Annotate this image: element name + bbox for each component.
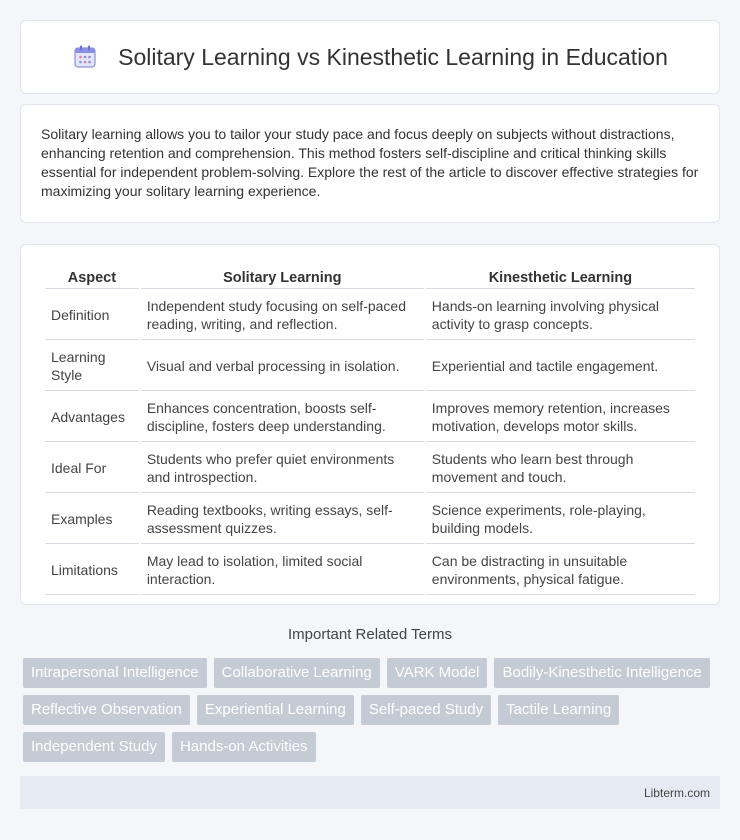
table-row	[45, 546, 695, 595]
row-aspect: Definition	[45, 291, 139, 340]
tag-hands-on-activities[interactable]: Hands-on Activities	[172, 732, 316, 762]
row-aspect: Advantages	[45, 393, 139, 442]
table-row	[45, 444, 695, 493]
row-solitary: May lead to isolation, limited social interaction.	[141, 546, 424, 595]
title-card	[20, 20, 720, 94]
row-aspect: Learning Style	[45, 342, 139, 391]
comparison-table	[43, 265, 697, 597]
row-solitary: Independent study focusing on self-paced reading, writing, and reflection.	[141, 291, 424, 340]
tag-vark-model[interactable]: VARK Model	[387, 658, 488, 688]
footer	[20, 776, 720, 809]
row-solitary: Enhances concentration, boosts self-discipline, fosters deep understanding.	[141, 393, 424, 442]
row-aspect: Ideal For	[45, 444, 139, 493]
row-aspect: Limitations	[45, 546, 139, 595]
table-row	[45, 495, 695, 544]
tag-bodily-kinesthetic-intelligence[interactable]: Bodily-Kinesthetic Intelligence	[494, 658, 709, 688]
table-row	[45, 393, 695, 442]
table-header-row	[45, 267, 695, 289]
tag-reflective-observation[interactable]: Reflective Observation	[23, 695, 190, 725]
tag-collaborative-learning[interactable]: Collaborative Learning	[214, 658, 380, 688]
footer-site-link[interactable]: Libterm.com	[643, 785, 710, 800]
table-row	[45, 342, 695, 391]
tag-intrapersonal-intelligence[interactable]: Intrapersonal Intelligence	[23, 658, 207, 688]
header-kinesthetic: Kinesthetic Learning	[426, 267, 695, 289]
tag-self-paced-study[interactable]: Self-paced Study	[361, 695, 491, 725]
table-row	[45, 291, 695, 340]
row-aspect: Examples	[45, 495, 139, 544]
calendar-grid-icon	[72, 44, 98, 70]
row-solitary: Reading textbooks, writing essays, self-assessment quizzes.	[141, 495, 424, 544]
header-solitary: Solitary Learning	[141, 267, 424, 289]
row-kinesthetic: Experiential and tactile engagement.	[426, 342, 695, 391]
related-tags	[23, 658, 723, 769]
row-kinesthetic: Students who learn best through movement and touch.	[426, 444, 695, 493]
header-aspect: Aspect	[45, 267, 139, 289]
tag-independent-study[interactable]: Independent Study	[23, 732, 165, 762]
row-kinesthetic: Can be distracting in unsuitable environments, physical fatigue.	[426, 546, 695, 595]
row-kinesthetic: Improves memory retention, increases motivation, develops motor skills.	[426, 393, 695, 442]
related-terms-title: Important Related Terms	[288, 626, 452, 643]
tag-tactile-learning[interactable]: Tactile Learning	[498, 695, 619, 725]
row-kinesthetic: Hands-on learning involving physical activity to grasp concepts.	[426, 291, 695, 340]
row-solitary: Students who prefer quiet environments and introspection.	[141, 444, 424, 493]
tag-experiential-learning[interactable]: Experiential Learning	[197, 695, 354, 725]
comparison-card	[20, 244, 720, 605]
intro-text: Solitary learning allows you to tailor your study pace and focus deeply on subjects without distractions, enhancing retention and comprehension. This method fosters self-discipline and critical thinking skills essential for independent problem-solving. Explore the rest of the article to discover effective strategies for maximizing your solitary learning experience.	[41, 126, 699, 199]
intro-card	[20, 104, 720, 223]
page-title: Solitary Learning vs Kinesthetic Learning in Education	[118, 43, 668, 70]
row-kinesthetic: Science experiments, role-playing, building models.	[426, 495, 695, 544]
row-solitary: Visual and verbal processing in isolation.	[141, 342, 424, 391]
